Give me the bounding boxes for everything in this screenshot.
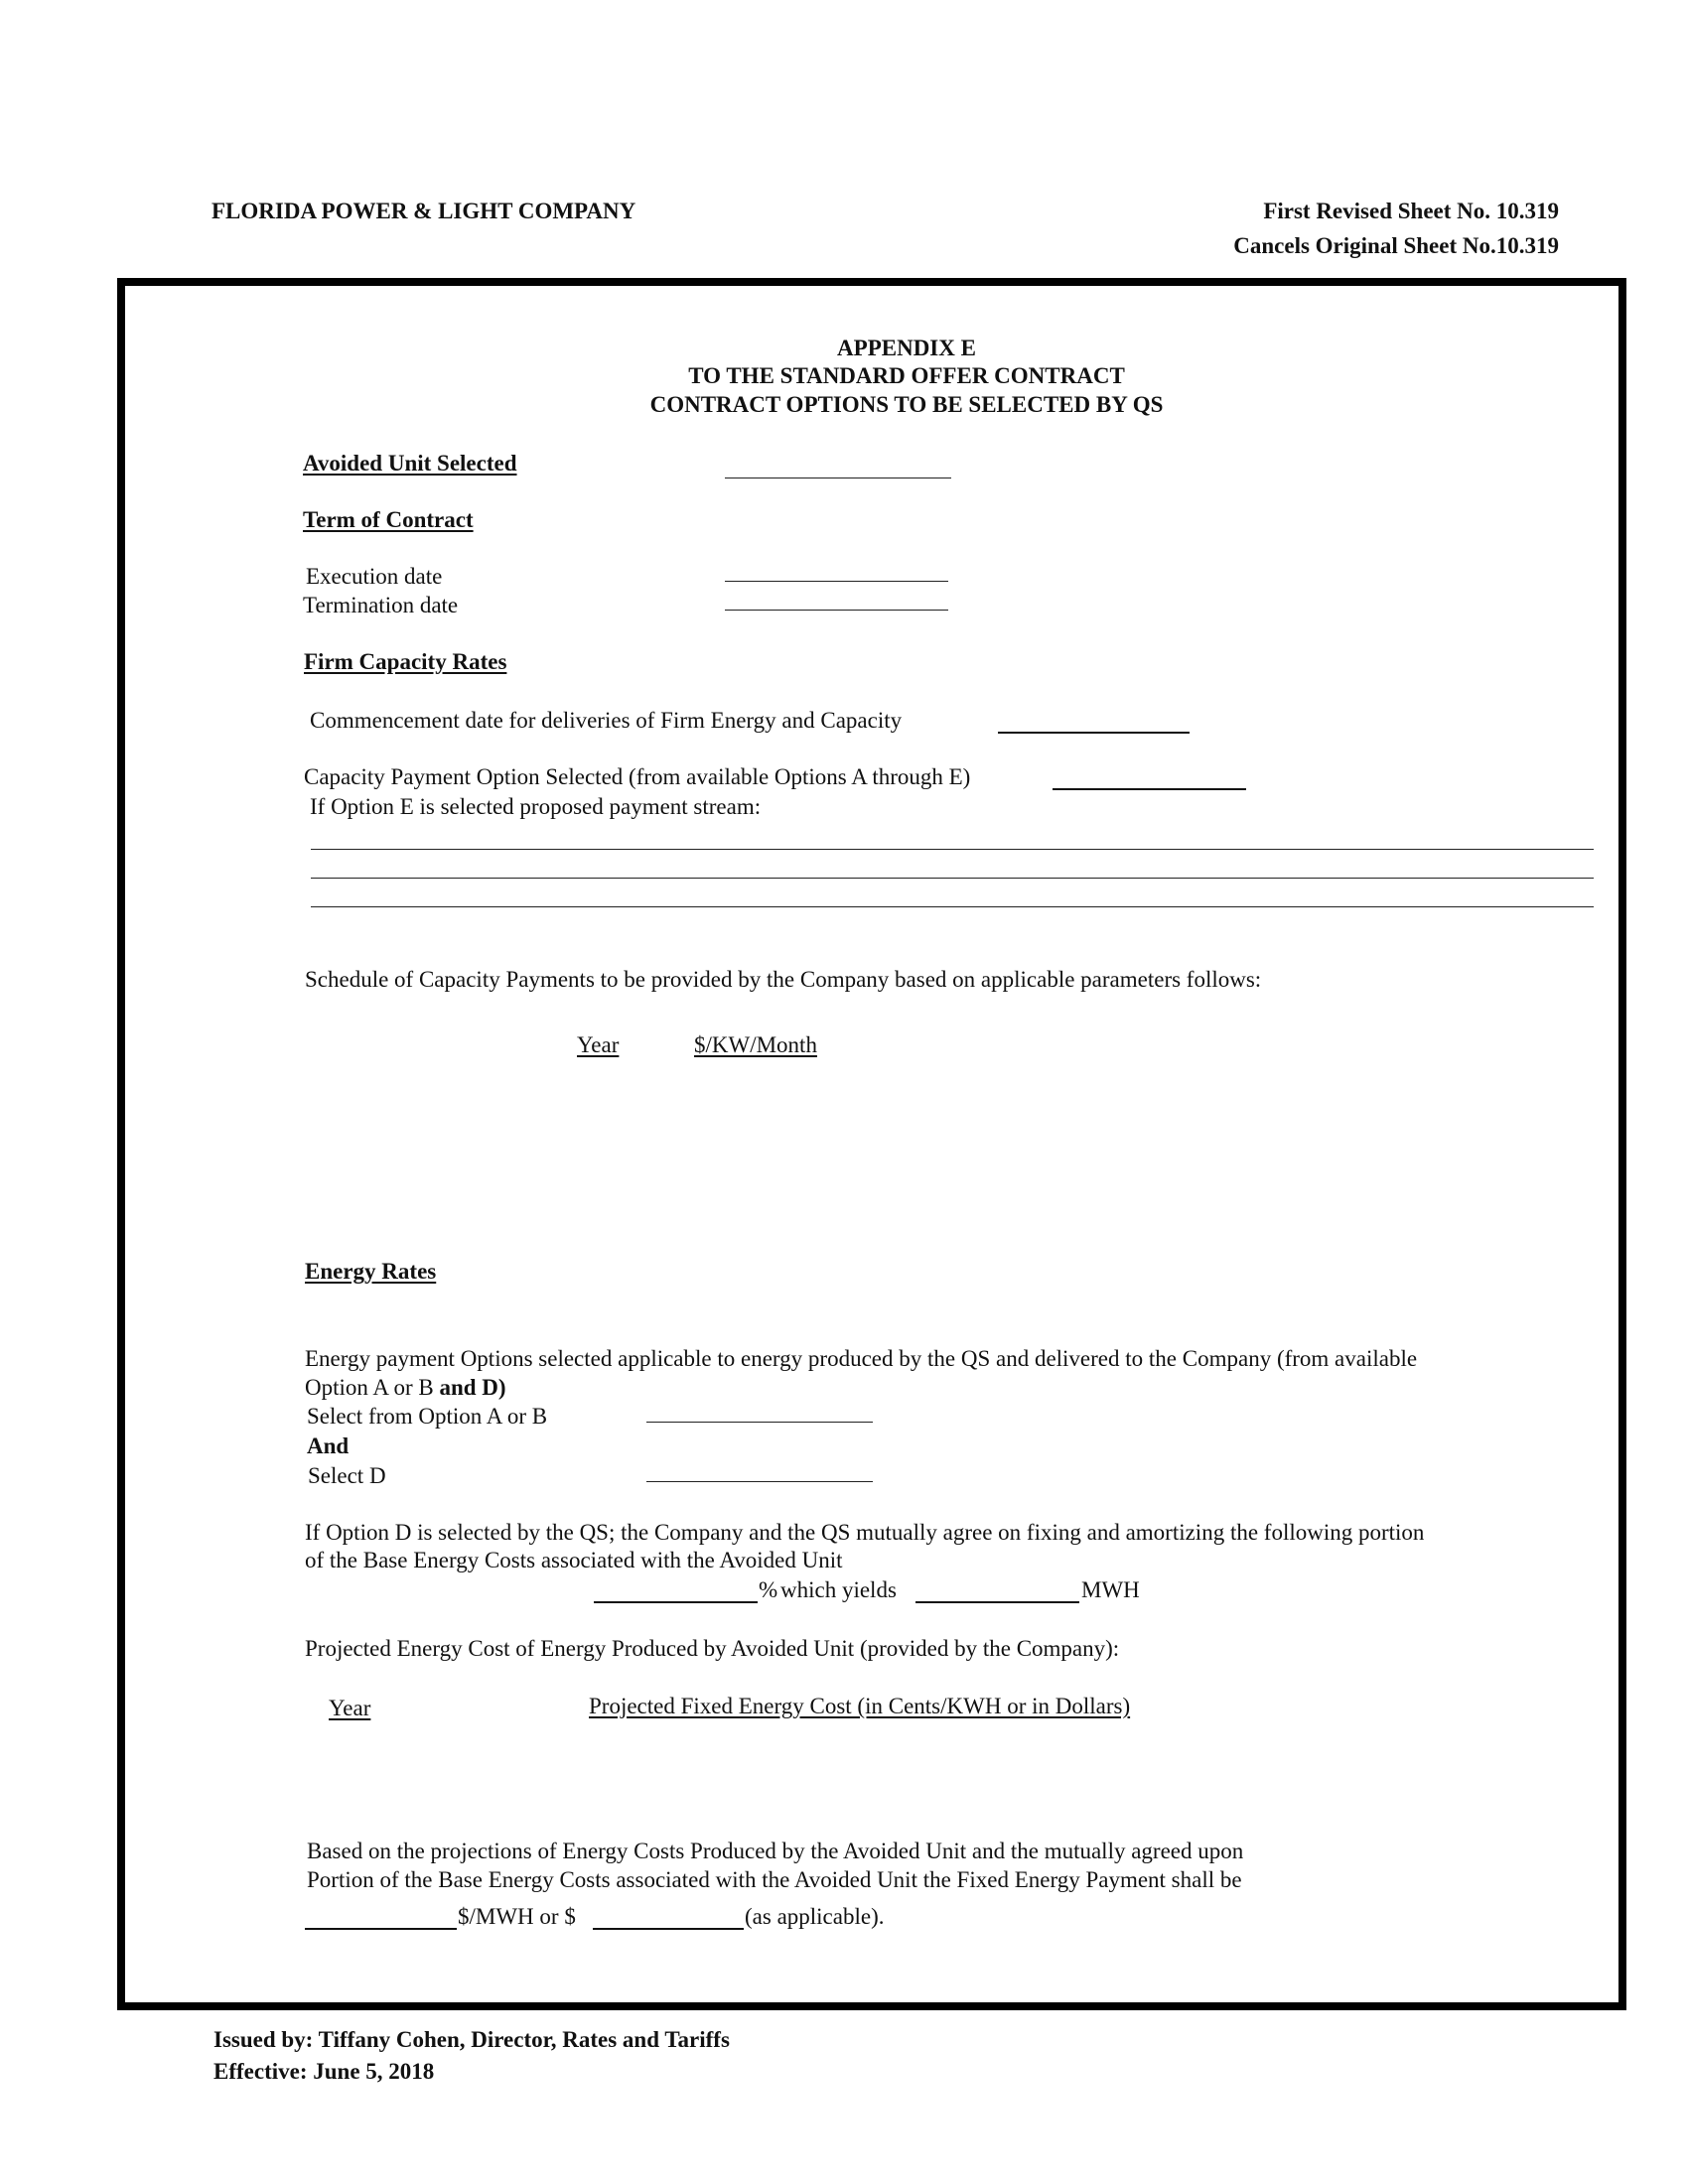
payment-stream-line-2[interactable] <box>311 878 1594 879</box>
option-e-label: If Option E is selected proposed payment stream: <box>310 794 762 819</box>
capacity-option-field[interactable] <box>1053 788 1246 790</box>
firm-capacity-heading: Firm Capacity Rates <box>304 649 507 674</box>
percent-label: % <box>759 1577 778 1602</box>
execution-date-field[interactable] <box>725 581 948 582</box>
projected-cost-header: Projected Fixed Energy Cost (in Cents/KWH or in Dollars) <box>589 1694 1131 1718</box>
option-d-text-2: of the Base Energy Costs associated with the Avoided Unit <box>305 1548 843 1572</box>
select-d-label: Select D <box>308 1463 386 1488</box>
payment-stream-line-3[interactable] <box>311 906 1594 907</box>
commencement-label: Commencement date for deliveries of Firm Energy and Capacity <box>310 708 903 733</box>
percent-field[interactable] <box>594 1601 758 1603</box>
company-name: FLORIDA POWER & LIGHT COMPANY <box>211 199 636 223</box>
term-heading: Term of Contract <box>303 507 474 532</box>
mwh-field[interactable] <box>915 1601 1079 1603</box>
dollar-field[interactable] <box>593 1928 744 1930</box>
projected-year-header: Year <box>329 1696 371 1720</box>
per-mwh-label: $/MWH or $ <box>458 1904 576 1929</box>
capacity-option-label: Capacity Payment Option Selected (from available Options A through E) <box>304 764 971 789</box>
payment-stream-line-1[interactable] <box>311 849 1594 850</box>
energy-options-text-2 <box>305 1375 506 1401</box>
energy-rates-heading: Energy Rates <box>305 1259 437 1284</box>
effective-date: Effective: June 5, 2018 <box>213 2059 435 2084</box>
projected-cost-text: Projected Energy Cost of Energy Produced by Avoided Unit (provided by the Company): <box>305 1636 1120 1661</box>
and-label: And <box>307 1433 350 1458</box>
appendix-subtitle: TO THE STANDARD OFFER CONTRACT <box>688 363 1125 388</box>
schedule-text: Schedule of Capacity Payments to be provided by the Company based on applicable parameters follows: <box>305 967 1262 992</box>
termination-date-field[interactable] <box>725 610 948 611</box>
content-frame <box>117 278 1626 2010</box>
based-text-2: Portion of the Base Energy Costs associated with the Avoided Unit the Fixed Energy Payment shall be <box>307 1867 1242 1892</box>
capacity-rate-header: $/KW/Month <box>694 1032 817 1057</box>
option-d-text: If Option D is selected by the QS; the Company and the QS mutually agree on fixing and amortizing the following portion <box>305 1520 1425 1545</box>
appendix-subtitle-2: CONTRACT OPTIONS TO BE SELECTED BY QS <box>649 392 1164 417</box>
energy-options-text-2b: and D) <box>439 1375 506 1400</box>
avoided-unit-heading: Avoided Unit Selected <box>303 451 517 476</box>
yields-label: which yields <box>780 1577 897 1602</box>
termination-date-label: Termination date <box>303 593 459 617</box>
select-ab-field[interactable] <box>646 1422 873 1423</box>
applicable-label: (as applicable). <box>745 1904 885 1929</box>
appendix-title: APPENDIX E <box>837 336 976 360</box>
mwh-label: MWH <box>1081 1577 1140 1602</box>
energy-options-text-2a: Option A or B <box>305 1375 440 1400</box>
capacity-year-header: Year <box>577 1032 620 1057</box>
issued-by: Issued by: Tiffany Cohen, Director, Rates and Tariffs <box>213 2027 730 2052</box>
based-text: Based on the projections of Energy Costs Produced by the Avoided Unit and the mutually agreed upon <box>307 1839 1244 1863</box>
per-mwh-field[interactable] <box>305 1928 457 1930</box>
execution-date-label: Execution date <box>306 564 443 589</box>
cancels-sheet: Cancels Original Sheet No.10.319 <box>1233 233 1559 258</box>
energy-options-text: Energy payment Options selected applicable to energy produced by the QS and delivered to the Company (from available <box>305 1346 1418 1371</box>
sheet-number: First Revised Sheet No. 10.319 <box>1263 199 1559 223</box>
select-d-field[interactable] <box>646 1481 873 1482</box>
select-ab-label: Select from Option A or B <box>307 1404 548 1429</box>
commencement-field[interactable] <box>998 732 1190 734</box>
